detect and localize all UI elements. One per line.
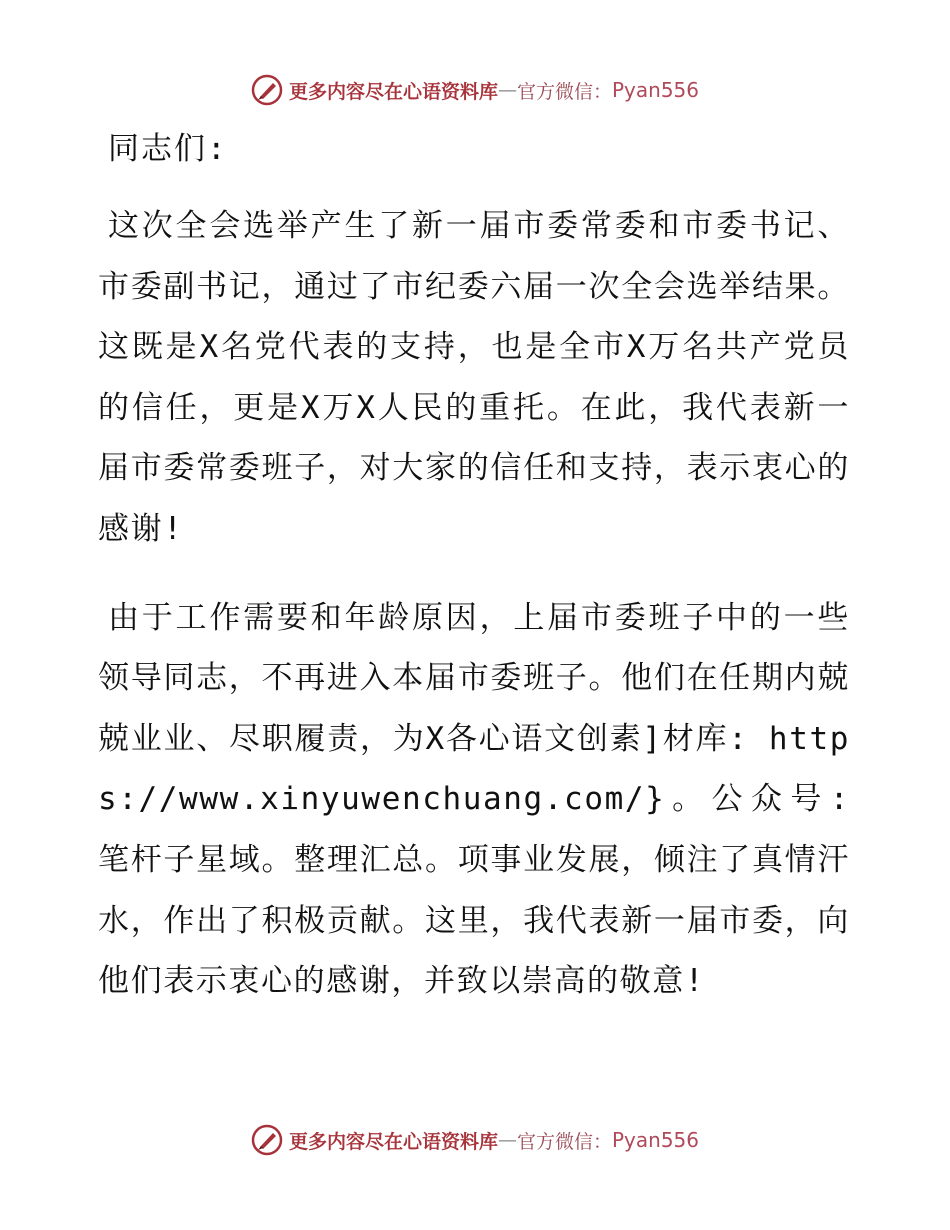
salutation: 同志们:	[108, 131, 228, 167]
watermark-wechat-id: Pyan556	[612, 1128, 700, 1152]
quill-pen-logo-icon	[251, 74, 283, 106]
watermark-channel: 官方微信：	[516, 80, 612, 103]
watermark-brand: 更多内容尽在心语资料库	[288, 80, 498, 103]
watermark-dash: —	[497, 1129, 517, 1151]
paragraph-1: 这次全会选举产生了新一届市委常委和市委书记、市委副书记，通过了市纪委六届一次全会选举结果。这既是X名党代表的支持，也是全市X万名共产党员的信任，更是X万X人民的重托。在此，我代表新一届市委常委班子，对大家的信任和支持，表示衷心的感谢!	[98, 208, 850, 547]
paragraph-2: 由于工作需要和年龄原因，上届市委班子中的一些领导同志，不再进入本届市委班子。他们在任期内兢兢业业、尽职履责，为X各心语文创素]材库: https://www.xinyuwenchuang.com/}。公众号: 笔杆子星域。整理汇总。项事业发展，倾注了真情汗水，作出了积极贡献。这里，我代表新一届市委，向他们表示衷心的感谢，并致以崇高的敬意!	[98, 599, 850, 1000]
header-watermark	[0, 70, 950, 110]
watermark-dash: —	[497, 79, 517, 101]
footer-watermark	[0, 1120, 950, 1160]
watermark-wechat-id: Pyan556	[612, 78, 700, 102]
quill-pen-logo-icon	[251, 1124, 283, 1156]
document-body	[98, 130, 850, 1040]
watermark-brand: 更多内容尽在心语资料库	[288, 1130, 498, 1153]
watermark-channel: 官方微信：	[516, 1130, 612, 1153]
